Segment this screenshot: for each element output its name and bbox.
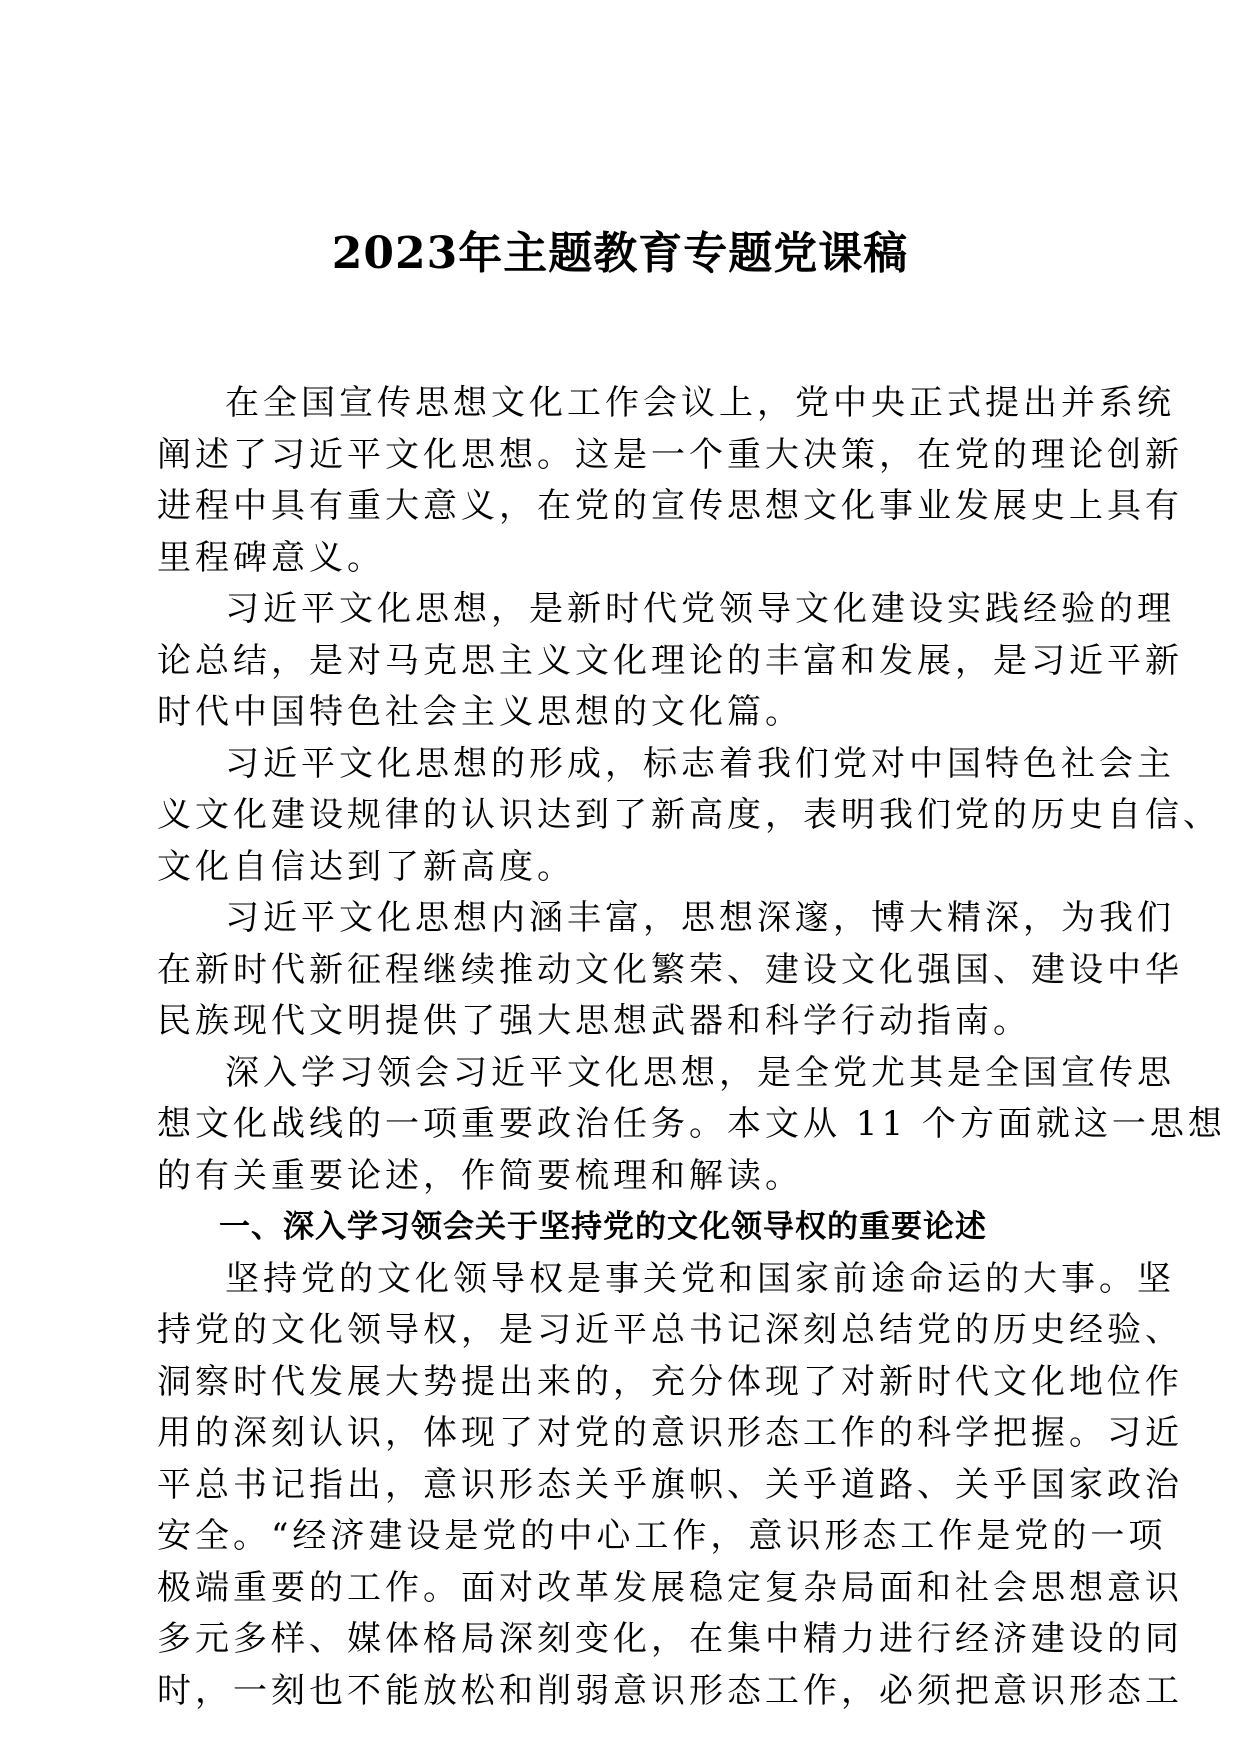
paragraph-line: 深入学习领会习近平文化思想，是全党尤其是全国宣传思 <box>225 1052 1175 1093</box>
paragraph-line: 持党的文化领导权，是习近平总书记深刻总结党的历史经验、 <box>157 1310 1183 1350</box>
paragraph-line: 论总结，是对马克思主义文化理论的丰富和发展，是习近平新 <box>157 640 1183 681</box>
section-heading: 一、深入学习领会关于坚持党的文化领导权的重要论述 <box>219 1209 987 1245</box>
paragraph-line: 文化自信达到了新高度。 <box>157 846 575 887</box>
document-body <box>157 378 1226 1717</box>
paragraph-line: 想文化战线的一项重要政治任务。本文从 11 个方面就这一思想 <box>157 1104 1226 1144</box>
document-title: 2023年主题教育专题党课稿 <box>331 228 909 279</box>
paragraph-line: 安全。“经济建设是党的中心工作，意识形态工作是党的一项 <box>157 1516 1167 1556</box>
paragraph-line: 平总书记指出，意识形态关乎旗帜、关乎道路、关乎国家政治 <box>157 1464 1183 1505</box>
section-paragraph <box>157 1254 1183 1718</box>
paragraph-line: 用的深刻认识，体现了对党的意识形态工作的科学把握。习近 <box>157 1413 1183 1453</box>
paragraph-line: 在全国宣传思想文化工作会议上，党中央正式提出并系统 <box>225 383 1175 423</box>
paragraph-line: 极端重要的工作。面对改革发展稳定复杂局面和社会思想意识 <box>157 1567 1183 1608</box>
paragraph-line: 习近平文化思想内涵丰富，思想深邃，博大精深，为我们 <box>225 898 1175 938</box>
paragraph-line: 坚持党的文化领导权是事关党和国家前途命运的大事。坚 <box>225 1258 1175 1299</box>
paragraph-line: 习近平文化思想的形成，标志着我们党对中国特色社会主 <box>225 743 1175 784</box>
paragraph-line: 进程中具有重大意义，在党的宣传思想文化事业发展史上具有 <box>157 486 1183 526</box>
paragraph-line: 义文化建设规律的认识达到了新高度，表明我们党的历史自信、 <box>157 795 1221 835</box>
paragraph-line: 里程碑意义。 <box>157 537 385 578</box>
paragraph-line: 阐述了习近平文化思想。这是一个重大决策，在党的理论创新 <box>157 434 1183 475</box>
paragraph-2 <box>157 584 1183 739</box>
paragraph-3 <box>157 739 1221 894</box>
paragraph-line: 多元多样、媒体格局深刻变化，在集中精力进行经济建设的同 <box>157 1619 1183 1659</box>
paragraph-line: 习近平文化思想，是新时代党领导文化建设实践经验的理 <box>225 589 1175 629</box>
paragraph-line: 在新时代新征程继续推动文化繁荣、建设文化强国、建设中华 <box>157 949 1183 990</box>
paragraph-4 <box>157 893 1183 1048</box>
paragraph-line: 时代中国特色社会主义思想的文化篇。 <box>157 692 803 732</box>
paragraph-line: 的有关重要论述，作简要梳理和解读。 <box>157 1155 803 1196</box>
paragraph-1 <box>157 378 1183 584</box>
paragraph-line: 民族现代文明提供了强大思想武器和科学行动指南。 <box>157 1001 1031 1041</box>
paragraph-line: 时，一刻也不能放松和削弱意识形态工作，必须把意识形态工 <box>157 1670 1183 1711</box>
paragraph-5 <box>157 1048 1226 1203</box>
paragraph-line: 洞察时代发展大势提出来的，充分体现了对新时代文化地位作 <box>157 1361 1183 1402</box>
